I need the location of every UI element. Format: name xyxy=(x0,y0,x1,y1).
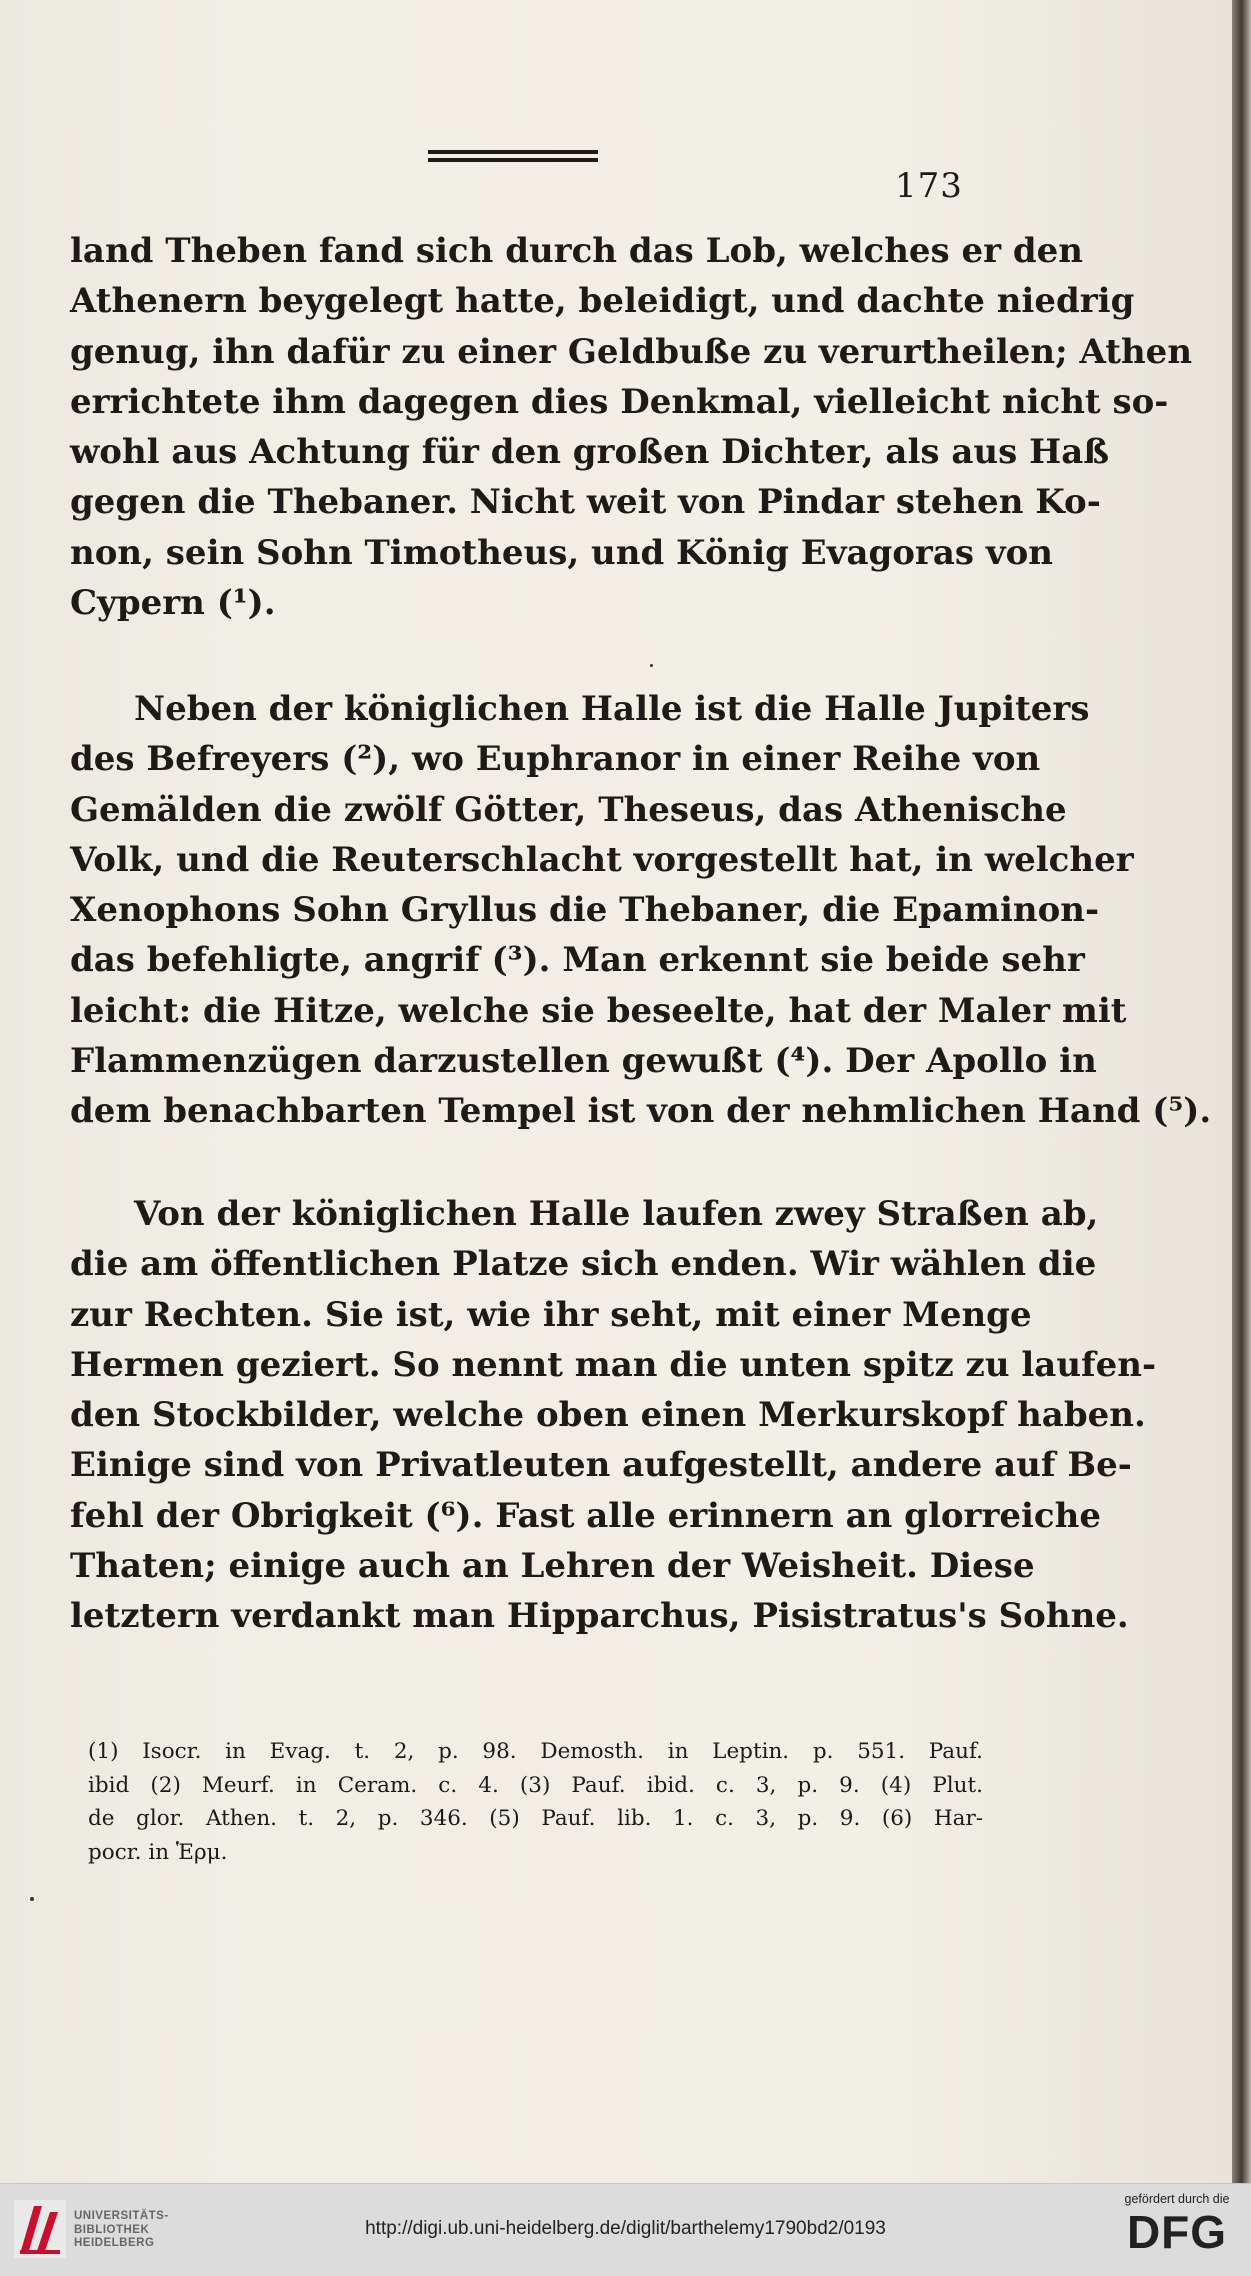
paragraph-3 xyxy=(70,1189,1157,1642)
text-line: Athenern beygelegt hatte, beleidigt, und dachte niedrig xyxy=(70,281,1135,322)
text-line: Cypern (¹). xyxy=(70,583,276,624)
text-line: Volk, und die Reuterschlacht vorgestellt hat, in welcher xyxy=(70,839,1134,880)
source-url-link[interactable]: http://digi.ub.uni-heidelberg.de/diglit/barthelemy1790bd2/0193 xyxy=(365,2218,886,2239)
footnote-line: ibid (2) Meurf. in Ceram. c. 4. (3) Pauf. ibid. c. 3, p. 9. (4) Plut. xyxy=(88,1772,983,1798)
paper-speck xyxy=(650,664,653,667)
header-rule-bottom xyxy=(428,158,598,162)
paper-speck xyxy=(30,1897,34,1901)
text-line: Thaten; einige auch an Lehren der Weisheit. Diese xyxy=(70,1546,1035,1587)
footnotes xyxy=(88,1735,983,1869)
dfg-logo: DFG xyxy=(1126,2206,1228,2258)
viewer-footer xyxy=(0,2183,1251,2276)
text-line: Hermen geziert. So nennt man die unten spitz zu laufen- xyxy=(70,1344,1157,1385)
text-line: Von der königlichen Halle laufen zwey Straßen ab, xyxy=(134,1194,1099,1234)
header-rule-top xyxy=(428,150,598,154)
text-line: das befehligte, angrif (³). Man erkennt sie beide sehr xyxy=(70,940,1085,981)
text-line: genug, ihn dafür zu einer Geldbuße zu verurtheilen; Athen xyxy=(70,331,1193,372)
library-name-line: UNIVERSITÄTS- xyxy=(74,2210,169,2222)
text-line: die am öffentlichen Platze sich enden. Wir wählen die xyxy=(70,1244,1097,1285)
text-line: Gemälden die zwölf Götter, Theseus, das Athenische xyxy=(70,789,1067,830)
text-line: leicht: die Hitze, welche sie beseelte, hat der Maler mit xyxy=(70,990,1127,1031)
funding-credit xyxy=(1117,2192,1237,2258)
book-gutter-edge xyxy=(1232,0,1251,2183)
text-line: land Theben fand sich durch das Lob, welches er den xyxy=(70,231,1084,271)
text-line: den Stockbilder, welche oben einen Merkurskopf haben. xyxy=(70,1395,1146,1436)
text-line: letztern verdankt man Hipparchus, Pisistratus's Sohne. xyxy=(70,1596,1129,1637)
text-line: Einige sind von Privatleuten aufgestellt, andere auf Be- xyxy=(70,1445,1132,1486)
text-line: Flammenzügen darzustellen gewußt (⁴). Der Apollo in xyxy=(70,1041,1097,1082)
text-line: dem benachbarten Tempel ist von der nehmlichen Hand (⁵). xyxy=(70,1091,1212,1132)
text-line: fehl der Obrigkeit (⁶). Fast alle erinnern an glorreiche xyxy=(70,1495,1101,1536)
paragraph-2 xyxy=(70,684,1212,1137)
footnote-line: (1) Isocr. in Evag. t. 2, p. 98. Demosth. in Leptin. p. 551. Pauf. xyxy=(88,1739,983,1764)
text-line: zur Rechten. Sie ist, wie ihr seht, mit einer Menge xyxy=(70,1294,1032,1335)
text-line: wohl aus Achtung für den großen Dichter, als aus Haß xyxy=(70,432,1110,473)
text-line: non, sein Sohn Timotheus, und König Evagoras von xyxy=(70,532,1054,573)
footnote-line: de glor. Athen. t. 2, p. 346. (5) Pauf. lib. 1. c. 3, p. 9. (6) Har- xyxy=(88,1806,983,1831)
funding-label: gefördert durch die xyxy=(1124,2192,1230,2206)
library-name-line: BIBLIOTHEK xyxy=(74,2223,150,2236)
footnote-line: pocr. in Ἑρμ. xyxy=(88,1839,228,1865)
text-line: Neben der königlichen Halle ist die Halle Jupiters xyxy=(134,689,1090,729)
paragraph-1 xyxy=(70,226,1193,628)
text-line: gegen die Thebaner. Nicht weit von Pindar stehen Ko- xyxy=(70,482,1101,523)
page-number: 173 xyxy=(895,166,963,206)
text-line: Xenophons Sohn Gryllus die Thebaner, die Epaminon- xyxy=(70,890,1100,931)
library-name-line: HEIDELBERG xyxy=(74,2237,155,2249)
text-line: errichtete ihm dagegen dies Denkmal, vielleicht nicht so- xyxy=(70,381,1169,422)
text-line: des Befreyers (²), wo Euphranor in einer Reihe von xyxy=(70,739,1041,780)
